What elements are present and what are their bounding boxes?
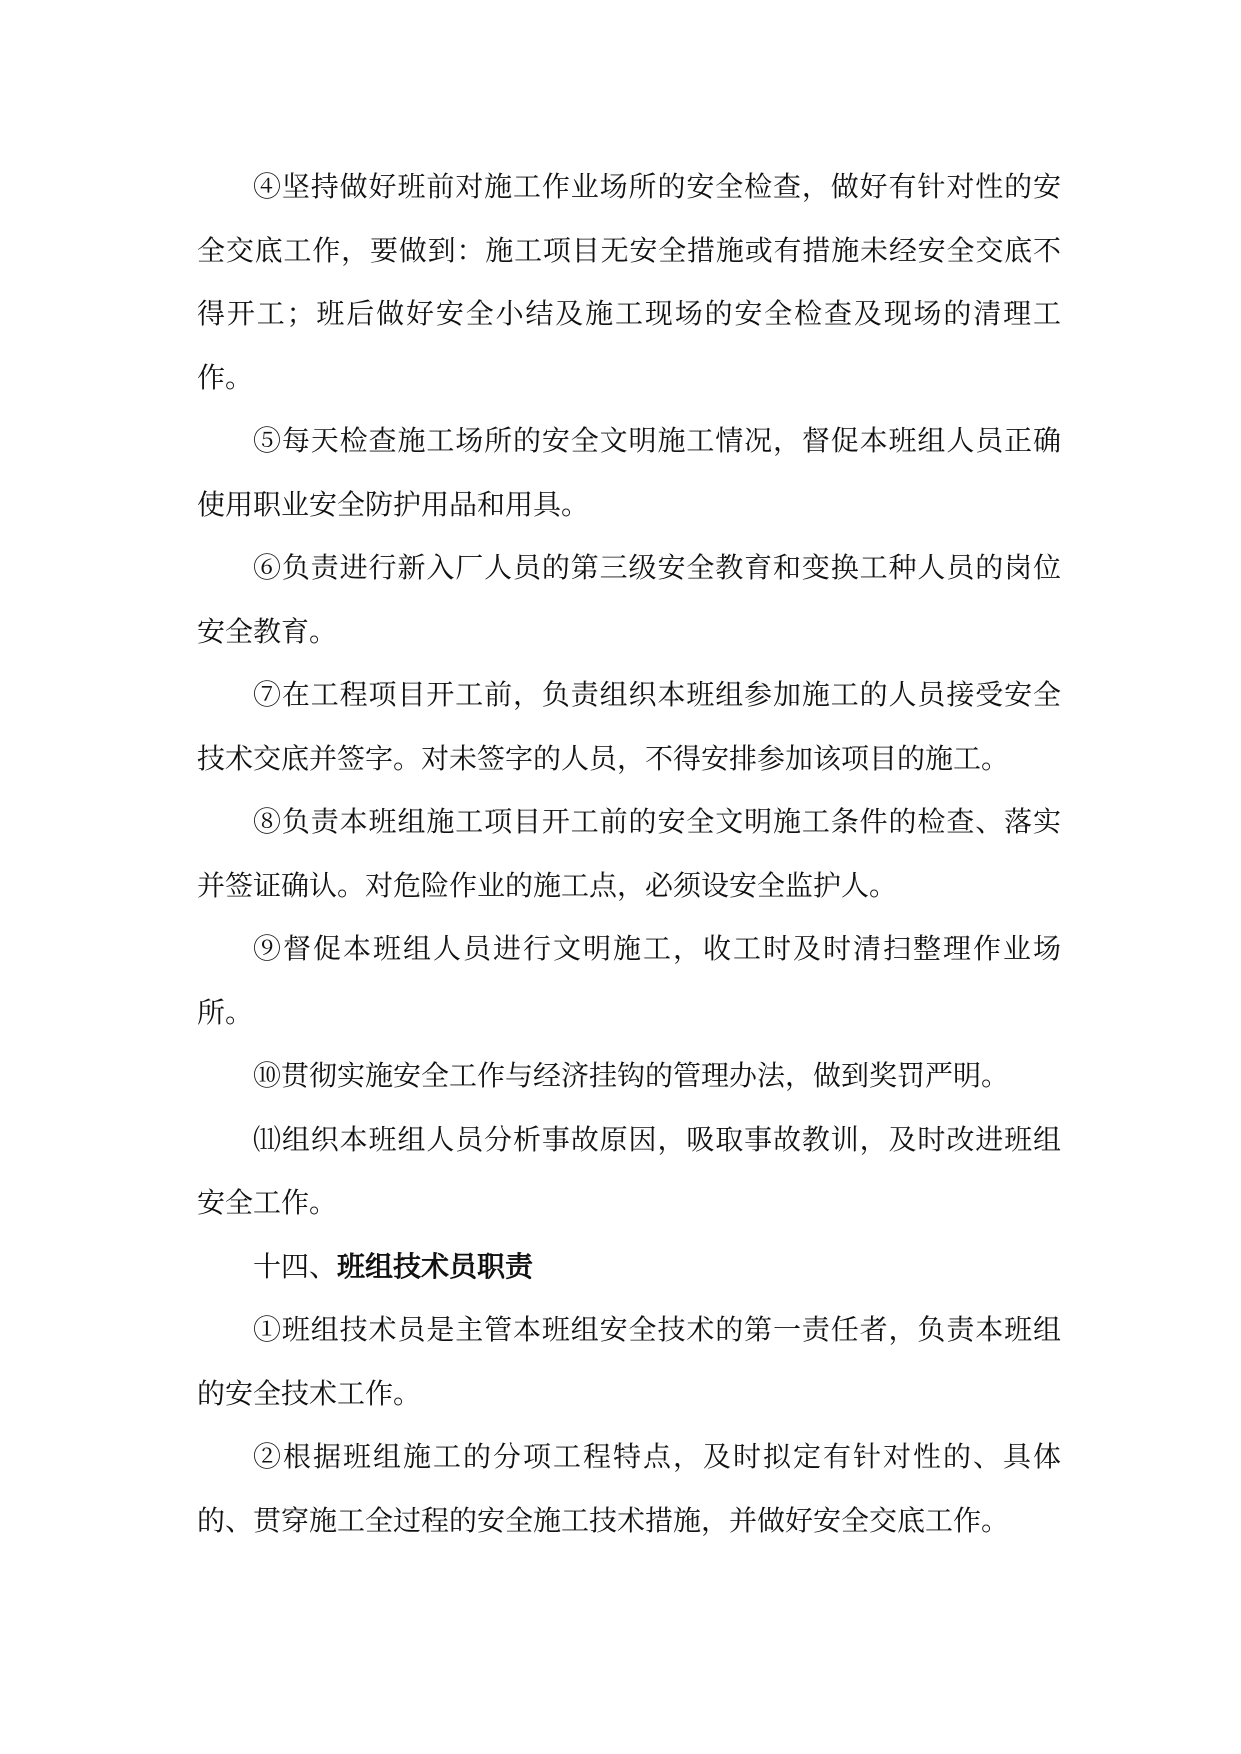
- paragraph-item-6: ⑥负责进行新入厂人员的第三级安全教育和变换工种人员的岗位安全教育。: [197, 551, 1061, 648]
- paragraph-item-9: ⑨督促本班组人员进行文明施工，收工时及时清扫整理作业场所。: [197, 932, 1061, 1029]
- section-number: 十四、: [253, 1249, 338, 1283]
- section-heading: [197, 1235, 1061, 1299]
- paragraph-item-11: ⑾组织本班组人员分析事故原因，吸取事故教训，及时改进班组安全工作。: [197, 1122, 1061, 1219]
- document-body: [197, 155, 1061, 1552]
- paragraph-item-4: ④坚持做好班前对施工作业场所的安全检查，做好有针对性的安全交底工作，要做到：施工项目无安全措施或有措施未经安全交底不得开工；班后做好安全小结及施工现场的安全检查及现场的清理工作。: [197, 170, 1061, 394]
- paragraph-item-7: ⑦在工程项目开工前，负责组织本班组参加施工的人员接受安全技术交底并签字。对未签字的人员，不得安排参加该项目的施工。: [197, 678, 1061, 775]
- paragraph-item-10: ⑩贯彻实施安全工作与经济挂钩的管理办法，做到奖罚严明。: [253, 1059, 1010, 1092]
- section-title: 班组技术员职责: [337, 1249, 534, 1283]
- section-paragraph-2: ②根据班组施工的分项工程特点，及时拟定有针对性的、具体的、贯穿施工全过程的安全施工技术措施，并做好安全交底工作。: [197, 1440, 1061, 1537]
- section-paragraph-1: ①班组技术员是主管本班组安全技术的第一责任者，负责本班组的安全技术工作。: [197, 1313, 1061, 1410]
- paragraph-item-5: ⑤每天检查施工场所的安全文明施工情况，督促本班组人员正确使用职业安全防护用品和用具。: [197, 424, 1061, 521]
- paragraph-item-8: ⑧负责本班组施工项目开工前的安全文明施工条件的检查、落实并签证确认。对危险作业的施工点，必须设安全监护人。: [197, 805, 1061, 902]
